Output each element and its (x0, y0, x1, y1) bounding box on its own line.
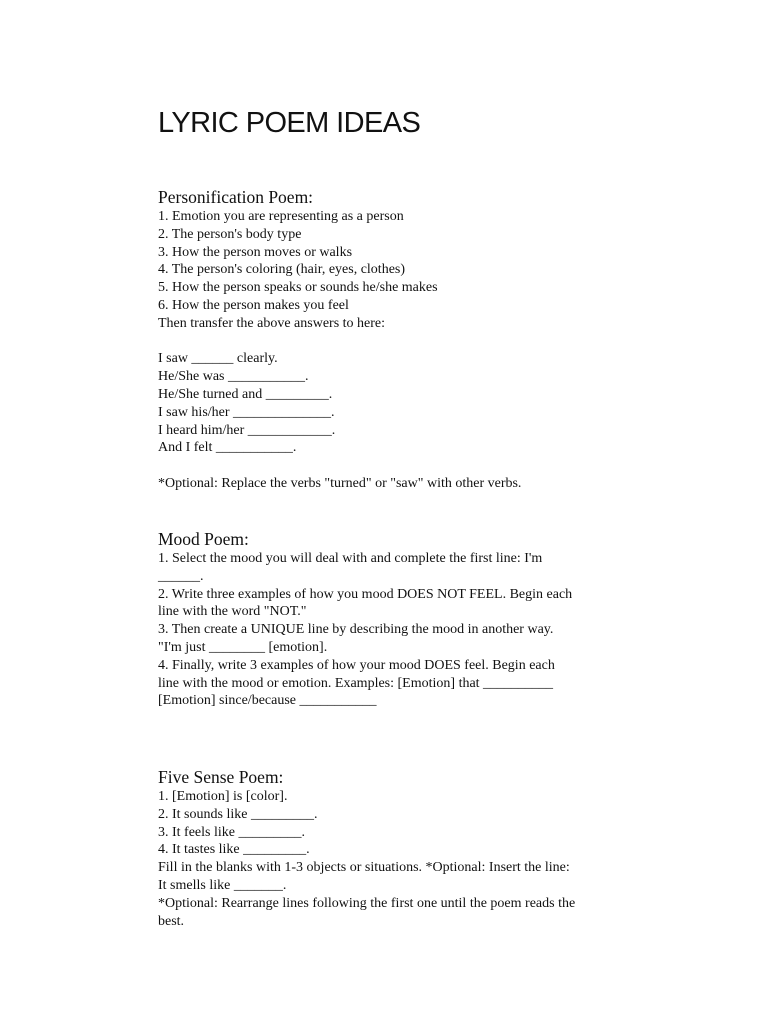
personification-poem-section (158, 186, 618, 493)
instruction-line: line with the word "NOT." (158, 604, 307, 620)
instruction-line: 2. Write three examples of how you mood DOES NOT FEEL. Begin each (158, 586, 573, 602)
instruction-line: 1. Emotion you are representing as a person (158, 209, 404, 224)
instruction-line: Fill in the blanks with 1-3 objects or situations. *Optional: Insert the line: (158, 860, 570, 876)
template-line: I saw his/her ______________. (158, 404, 335, 420)
instruction-line: *Optional: Rearrange lines following the first one until the poem reads the (158, 895, 576, 911)
template-line: And I felt ___________. (158, 440, 297, 456)
instruction-line: 4. It tastes like _________. (158, 842, 310, 858)
five-sense-poem-section (158, 766, 618, 930)
optional-note: *Optional: Replace the verbs "turned" or "saw" with other verbs. (158, 475, 522, 491)
section-heading: Mood Poem: (158, 529, 249, 549)
instruction-line: line with the mood or emotion. Examples: [Emotion] that __________ (158, 675, 554, 691)
spacer (158, 333, 618, 351)
document-title: LYRIC POEM IDEAS (158, 107, 421, 139)
instruction-line: 5. How the person speaks or sounds he/she makes (158, 280, 438, 296)
template-line: I heard him/her ____________. (158, 422, 336, 438)
instruction-line: 4. The person's coloring (hair, eyes, clothes) (158, 262, 406, 278)
instruction-line: 1. [Emotion] is [color]. (158, 789, 288, 804)
instruction-line: 3. How the person moves or walks (158, 244, 353, 260)
template-line: I saw ______ clearly. (158, 351, 278, 367)
mood-poem-section (158, 528, 618, 710)
instruction-line: It smells like _______. (158, 877, 287, 893)
instruction-line: 2. It sounds like _________. (158, 806, 318, 822)
section-heading: Personification Poem: (158, 187, 314, 207)
instruction-line: 1. Select the mood you will deal with and complete the first line: I'm (158, 551, 543, 566)
section-heading: Five Sense Poem: (158, 767, 284, 787)
instruction-line: 4. Finally, write 3 examples of how your mood DOES feel. Begin each (158, 657, 555, 673)
instruction-line: 2. The person's body type (158, 226, 302, 242)
instruction-line: "I'm just ________ [emotion]. (158, 639, 328, 655)
transfer-note: Then transfer the above answers to here: (158, 315, 386, 331)
instruction-line: ______. (158, 568, 204, 584)
spacer (158, 457, 618, 475)
template-line: He/She turned and _________. (158, 386, 333, 402)
template-line: He/She was ___________. (158, 369, 309, 385)
instruction-line: best. (158, 913, 185, 929)
instruction-line: [Emotion] since/because ___________ (158, 693, 377, 709)
instruction-line: 6. How the person makes you feel (158, 297, 349, 313)
instruction-line: 3. It feels like _________. (158, 824, 305, 840)
instruction-line: 3. Then create a UNIQUE line by describing the mood in another way. (158, 622, 554, 638)
